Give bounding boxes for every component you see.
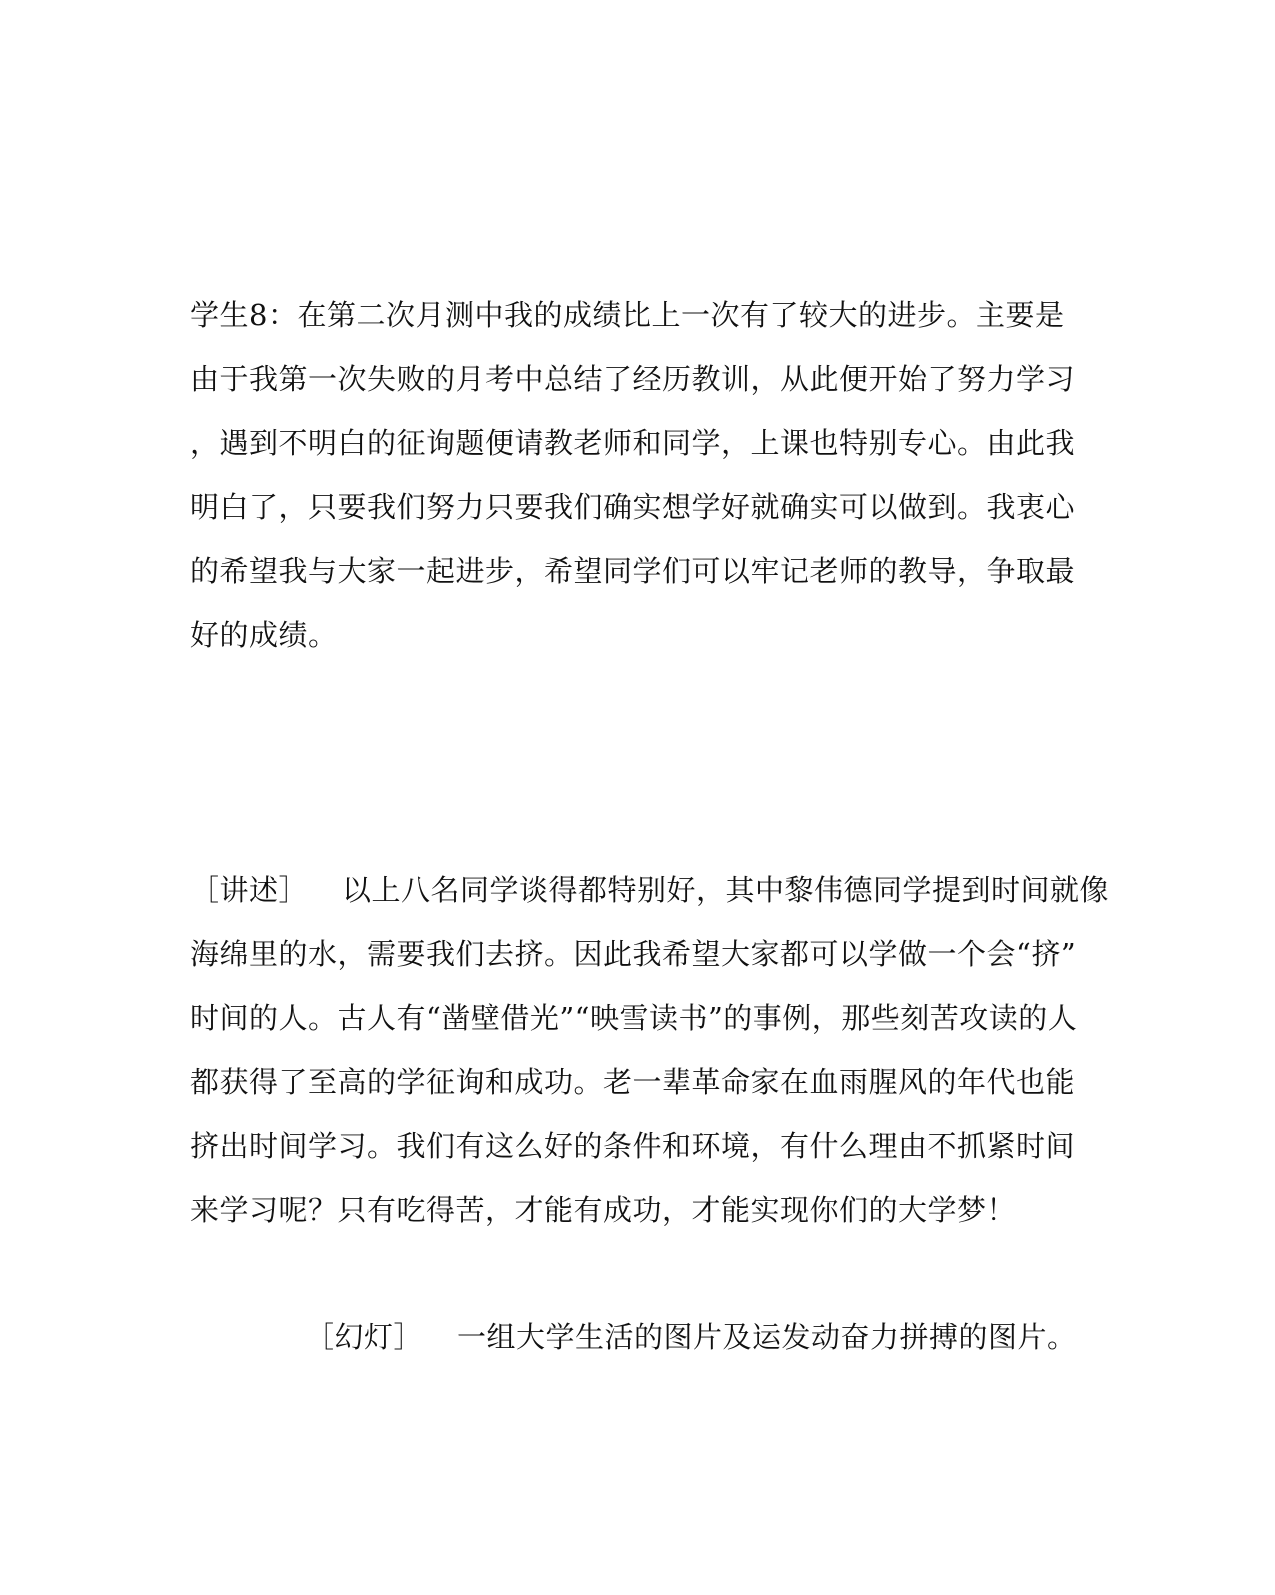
paragraph-line: 学生8：在第二次月测中我的成绩比上一次有了较大的进步。主要是 — [190, 298, 1065, 332]
narration-tag: ［讲述］ — [190, 873, 309, 907]
paragraph-line: 明白了，只要我们努力只要我们确实想学好就确实可以做到。我衷心 — [190, 490, 1076, 524]
paragraph-narration — [190, 858, 1110, 1242]
paragraph-line: 挤出时间学习。我们有这么好的条件和环境，有什么理由不抓紧时间 — [190, 1129, 1076, 1163]
slide-tag: ［幻灯］ — [305, 1320, 424, 1354]
paragraph-line: 由于我第一次失败的月考中总结了经历教训，从此便开始了努力学习 — [190, 362, 1076, 396]
paragraph-line: 的希望我与大家一起进步，希望同学们可以牢记老师的教导，争取最 — [190, 554, 1076, 588]
paragraph-line: 时间的人。古人有“凿壁借光”“映雪读书”的事例，那些刻苦攻读的人 — [190, 1001, 1078, 1035]
paragraph-line: ，遇到不明白的征询题便请教老师和同学，上课也特别专心。由此我 — [190, 426, 1076, 460]
paragraph-line: 海绵里的水，需要我们去挤。因此我希望大家都可以学做一个会“挤” — [190, 937, 1077, 971]
paragraph-line: 来学习呢？只有吃得苦，才能有成功，才能实现你们的大学梦！ — [190, 1193, 1017, 1227]
slide-description: 一组大学生活的图片及运发动奋力拼搏的图片。 — [457, 1320, 1077, 1354]
paragraph-line — [190, 858, 1110, 922]
paragraph-student-8 — [190, 283, 1076, 667]
paragraph-slide — [305, 1305, 1077, 1369]
paragraph-line-text: 以上八名同学谈得都特别好，其中黎伟德同学提到时间就像 — [342, 873, 1110, 907]
paragraph-line: 都获得了至高的学征询和成功。老一辈革命家在血雨腥风的年代也能 — [190, 1065, 1076, 1099]
paragraph-line: 好的成绩。 — [190, 618, 338, 652]
